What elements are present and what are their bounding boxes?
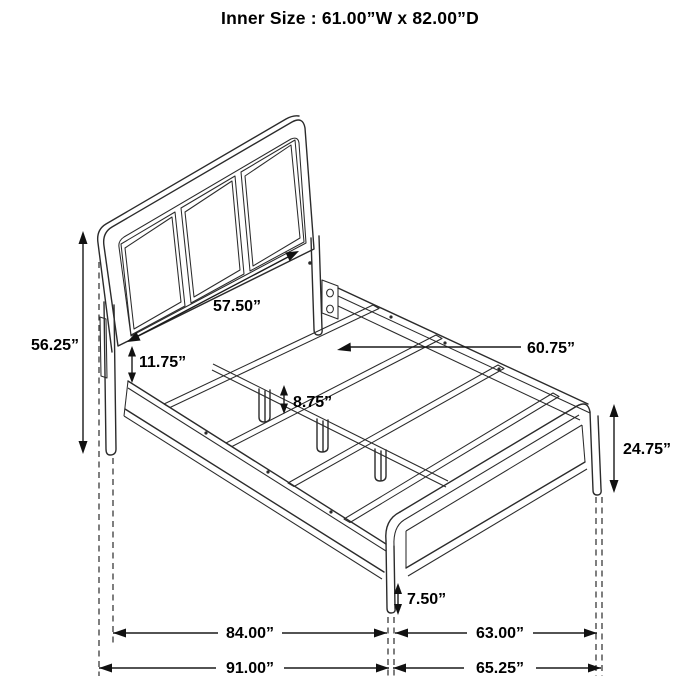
footboard-left-leg bbox=[386, 541, 395, 613]
center-support-rail bbox=[212, 364, 448, 487]
footboard-right-leg bbox=[590, 412, 601, 495]
footboard-left-corner-inner bbox=[394, 520, 404, 546]
dim-footboard-leg-height-label: 7.50” bbox=[407, 591, 447, 608]
dim-center-leg-height bbox=[280, 385, 332, 414]
near-side-rail bbox=[124, 381, 386, 579]
center-leg-3 bbox=[375, 449, 386, 481]
dim-center-leg-height-label: 8.75” bbox=[293, 394, 333, 411]
dim-overall-length bbox=[99, 660, 389, 677]
page-title: Inner Size : 61.00”W x 82.00”D bbox=[221, 8, 479, 28]
dim-frame-inner-length bbox=[113, 625, 387, 642]
bracket-hole-bottom bbox=[327, 305, 334, 313]
footboard-panel-bottom2 bbox=[408, 469, 587, 576]
dim-headboard-height bbox=[31, 231, 88, 454]
projection-guides bbox=[99, 262, 602, 676]
headboard-right-leg bbox=[308, 236, 338, 335]
dim-footboard-inner-width bbox=[395, 625, 597, 642]
far-rail-bottom bbox=[338, 306, 580, 420]
slats bbox=[164, 305, 559, 523]
dim-overall-width bbox=[393, 660, 601, 677]
rail-hole bbox=[266, 470, 269, 473]
dim-footboard-leg-height bbox=[394, 583, 446, 615]
center-leg-2 bbox=[317, 419, 328, 452]
footboard bbox=[386, 404, 601, 613]
near-rail-bottom2 bbox=[124, 416, 382, 579]
dim-footboard-height-label: 24.75” bbox=[623, 441, 672, 458]
rail-hole bbox=[389, 315, 392, 318]
leg-screw-hole bbox=[308, 261, 312, 265]
near-rail-bottom bbox=[125, 409, 384, 572]
rail-hole bbox=[443, 341, 446, 344]
dim-overall-width-label: 65.25” bbox=[475, 660, 525, 677]
bracket-hole-top bbox=[327, 289, 334, 297]
dim-footboard-inner-width-label: 63.00” bbox=[475, 625, 525, 642]
right-leg-post bbox=[311, 236, 322, 335]
dim-headboard-rail-gap bbox=[128, 346, 186, 383]
near-rail-top2 bbox=[128, 388, 386, 551]
dim-headboard-height-label: 56.25” bbox=[30, 337, 79, 354]
headboard-outer-face bbox=[104, 120, 314, 346]
dim-slat-width-label: 60.75” bbox=[527, 340, 576, 357]
slat-1 bbox=[164, 305, 379, 408]
dim-headboard-panel-width bbox=[127, 251, 299, 342]
dim-headboard-panel-width-label: 57.50” bbox=[212, 298, 262, 315]
dim-footboard-height bbox=[610, 404, 672, 493]
headboard-panel-3 bbox=[241, 140, 304, 271]
headboard-panel-2 bbox=[181, 176, 244, 303]
dim-overall-length-label: 91.00” bbox=[225, 660, 275, 677]
dim-frame-inner-length-label: 84.00” bbox=[225, 625, 275, 642]
footboard-panel-right-edge bbox=[582, 425, 585, 462]
left-leg-bracket bbox=[100, 317, 107, 378]
footboard-top-outer bbox=[400, 406, 577, 512]
headboard bbox=[98, 116, 314, 352]
slat-3 bbox=[288, 365, 504, 487]
rail-hole bbox=[204, 431, 207, 434]
rail-hole bbox=[329, 510, 332, 513]
center-rail-bottom bbox=[212, 370, 446, 487]
dim-headboard-rail-gap-label: 11.75” bbox=[139, 354, 187, 371]
